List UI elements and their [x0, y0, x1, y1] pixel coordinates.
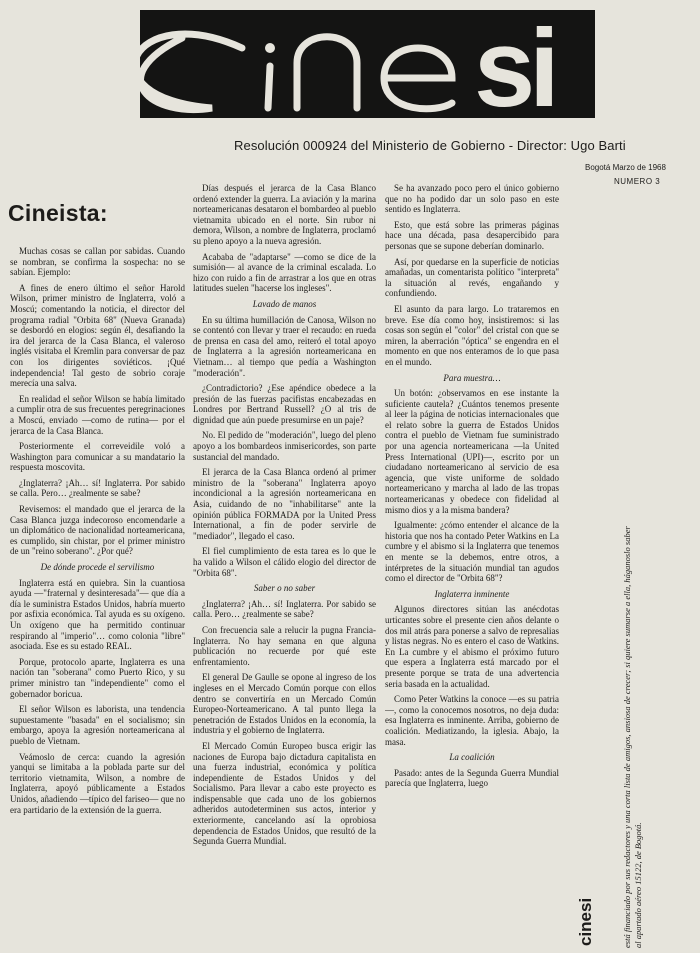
- paragraph: Pasado: antes de la Segunda Guerra Mundial parecía que Inglaterra, luego: [385, 767, 559, 789]
- paragraph: El señor Wilson es laborista, una tendencia supuestamente "basada" en el socialismo; sin embargo, apoya la agresión norteamericana al pueblo de Vietnam.: [10, 704, 185, 746]
- issue-date: Bogotá Marzo de 1968: [585, 163, 666, 172]
- paragraph: ¿Inglaterra? ¡Ah… sí! Inglaterra. Por sabido se calla. Pero… ¿realmente se sabe?: [193, 598, 376, 620]
- article-headline: Cineista:: [8, 200, 108, 226]
- paragraph: Inglaterra está en quiebra. Sin la cuantiosa ayuda —"fraternal y desinteresada"— que día a día le suministra Estados Unidos, habría muerto por asfixia económica. Tal ayuda es su oxígeno. Un oxígeno que ha permitido continuar respirando al "imperio"… como colonia "libre" asociada. Ese es su estado REAL.: [10, 577, 185, 652]
- paragraph: Días después el jerarca de la Casa Blanco ordenó extender la guerra. La aviación y la marina norteamericanas desataron el bombardeo al pueblo vietnamita ubicado en el norte. Sin rubor ni demora, Wilson, a nombre de Inglaterra, proclamó su pleno apoyo a la nueva agresión.: [193, 183, 376, 246]
- paragraph: Muchas cosas se callan por sabidas. Cuando se nombran, se confirma la sospecha: no se sabían. Ejemplo:: [10, 246, 185, 278]
- section-heading: Para muestra…: [443, 372, 501, 383]
- paragraph: El asunto da para largo. Lo trataremos en breve. Ese día como hoy, insistiremos: si las cosas son según el "color" del cristal con que se miren, la aberración "óptica" se engendra en el momento en que nos enteramos de lo que pasa en el mundo.: [385, 303, 559, 367]
- paragraph: El Mercado Común Europeo busca erigir las naciones de Europa bajo dictadura capitalista en una fuerza industrial, económica y política independiente de Estados Unidos y del Socialismo. Para llevar a cabo este proyecto es indispensable que cada uno de los gobiernos adheridos autodeterminen sus actos, interior y exteriormente, cancelando así la oprobiosa dependencia de Estados Unidos, que resultó de la Segunda Guerra Mundial.: [193, 740, 376, 847]
- sidebar-note: está financiado por sus redactores y una corta lista de amigos, ansiosa de crecer; si quiere sumarse a ella, háganoslo saber al apartado aéreo 15122, de Bogotá.: [622, 526, 643, 948]
- paragraph: Posteriormente el correveidile voló a Washington para comunicar a su mandatario la respuesta moscovita.: [10, 441, 185, 473]
- paragraph: Como Peter Watkins la conoce —es su patria—, como la conocemos nosotros, no deja duda: esa Inglaterra es inminente. Arriba, gobierno de coalición. Mediatizando, la iglesia. Abajo, la masa.: [385, 694, 559, 747]
- paragraph: Así, por quedarse en la superficie de noticias amañadas, un comentarista político "interpreta" la situación al revés, engañando y confundiendo.: [385, 256, 559, 299]
- paragraph: Revisemos: el mandado que el jerarca de la Casa Blanca juzga indecoroso encomendarle a un diplomático de nacionalidad norteamericana, es cumplido, sin chistar, por el primer ministro de un "reino soberano". ¿Por qué?: [10, 504, 185, 557]
- paragraph: El fiel cumplimiento de esta tarea es lo que le ha valido a Wilson el cálido elogio del director de "Orbita 68".: [193, 546, 376, 578]
- paragraph: A fines de enero último el señor Harold Wilson, primer ministro de Inglaterra, voló a Moscú; comentando la noticia, el director del programa radial "Orbita 68" (Nueva Granada) se desbordó en elogios: según él, desafiando la ira del jerarca de la Casa Blanca, el valeroso inglés visitaba el Kremlin para conversar de paz con los dirigentes soviéticos. ¡Qué independencia! Tal gesto de sobrio coraje merecía una salva.: [10, 282, 185, 389]
- section-heading: De dónde procede el servilismo: [40, 562, 155, 573]
- paragraph: Porque, protocolo aparte, Inglaterra es una nación tan "soberana" como Puerto Rico, y su primer ministro tan "independiente" como el gobernador boricua.: [10, 656, 185, 699]
- paragraph: Un botón: ¿observamos en ese instante la suficiente cautela? ¿Cuántos tenemos presente al leer la página de noticias internacionales que el relato sobre la guerra de Estados Unidos contra el pueblo de Vietnam fue suministrado por una agencia norteamericana —la United Press International (UPI)—, escrito por un ciudadano norteamericano al servicio de esa agencia, que viste uniforme de soldado norteamericano y marcha al lado de las tropas norteamericanas y obedece con fidelidad al mismo dios y a la misma bandera?: [385, 388, 559, 515]
- svg-text:si: si: [474, 8, 554, 120]
- paragraph: Con frecuencia sale a relucir la pugna Francia-Inglaterra. No hay semana en que alguna publicación no recuerde por qué este enfrentamiento.: [193, 624, 376, 667]
- issue-number: NUMERO 3: [614, 177, 661, 186]
- section-heading: Saber o no saber: [253, 583, 316, 594]
- text-column-3: [385, 183, 559, 953]
- section-heading: Lavado de manos: [252, 298, 317, 309]
- paragraph: En su última humillación de Canosa, Wilson no se contentó con llevar y traer el recaudo: en rueda de prensa en casa del amo, reiteró el total apoyo de Inglaterra a la agresión norteamericana en Vietnam… al tiempo que pedía a Washington "moderación".: [193, 314, 376, 378]
- paragraph: El general De Gaulle se opone al ingreso de los ingleses en el Mercado Común porque con ellos dentro se convertiría en un Mercado Común Europeo-Norteamericano. A tal punto llega la penetración de Estados Unidos en la economía, la industria y el gobierno de Inglaterra.: [193, 672, 376, 736]
- paragraph: Esto, que está sobre las primeras páginas hace una década, pasa desapercibido para personas que se supone deberían dominarlo.: [385, 219, 559, 251]
- paragraph: ¿Inglaterra? ¡Ah… sí! Inglaterra. Por sabido se calla. Pero… ¿realmente se sabe?: [10, 477, 185, 499]
- paragraph: Se ha avanzado poco pero el único gobierno que no ha podido dar un solo paso en este sentido es Inglaterra.: [385, 183, 559, 215]
- paragraph: No. El pedido de "moderación", luego del pleno apoyo a los bombardeos inmisericordes, son parte sustancial del mandado.: [193, 430, 376, 462]
- text-column-2: [193, 183, 376, 953]
- paragraph: En realidad el señor Wilson se había limitado a cumplir otra de sus frecuentes peregrinaciones a Moscú, enviado —como de rutina— por el jerarca de la Casa Blanca.: [10, 393, 185, 436]
- paragraph: El jerarca de la Casa Blanca ordenó al primer ministro de la "soberana" Inglaterra apoyo incondicional a la agresión norteamericana en Asia, cuidando de no "inhabilitarse" ante la opinión pública FORMADA por la United Press International, a fin de poder servirle de "mediador", llegado el caso.: [193, 467, 376, 541]
- paragraph: ¿Contradictorio? ¿Ese apéndice obedece a la presión de las fuerzas pacifistas encabezadas en Londres por Bertrand Russell? ¿O al tris de dignidad que aún puede presumirse en un paje?: [193, 383, 376, 425]
- section-heading: Inglaterra inminente: [434, 588, 510, 599]
- section-heading: La coalición: [449, 752, 495, 763]
- masthead-subtitle: Resolución 000924 del Ministerio de Gobierno - Director: Ugo Barti: [234, 138, 626, 153]
- paragraph: Acababa de "adaptarse" —como se dice de la sumisión— al avance de la criminal escalada. Lo hizo con ruido a fin de arrastrar a los que en otras latitudes suelen "hacerse los ingleses".: [193, 251, 376, 294]
- sidebar-brand: cinesi: [576, 897, 595, 946]
- paragraph: Igualmente: ¿cómo entender el alcance de la historia que nos ha contado Peter Watkins en La cumbre y el abismo si la Inglaterra que tenemos en mente se la debemos, entre otros, a intérpretes de la situación mundial tan agudos como el director de "Orbita 68"?: [385, 520, 559, 584]
- paragraph: Veámoslo de cerca: cuando la agresión yanqui se limitaba a la poblada parte sur del territorio vietnamita, Wilson, a nombre de Inglaterra, apoyó públicamente a Estados Unidos, añadiendo —típico del fariseo— que no era partidario de la extensión de la guerra.: [10, 751, 185, 815]
- text-column-1: [10, 246, 185, 951]
- cinesi-logo: [92, 8, 597, 120]
- paragraph: Algunos directores sitúan las anécdotas urticantes sobre el presente cien años delante o dos mil atrás para ponerse a salvo de represalias y listas negras. No es entero el caso de Watkins. En La cumbre y el abismo el próximo futuro que espera a Inglaterra está marcado por el presente porque se trata de una advertencia seria basada en la actualidad.: [385, 604, 559, 689]
